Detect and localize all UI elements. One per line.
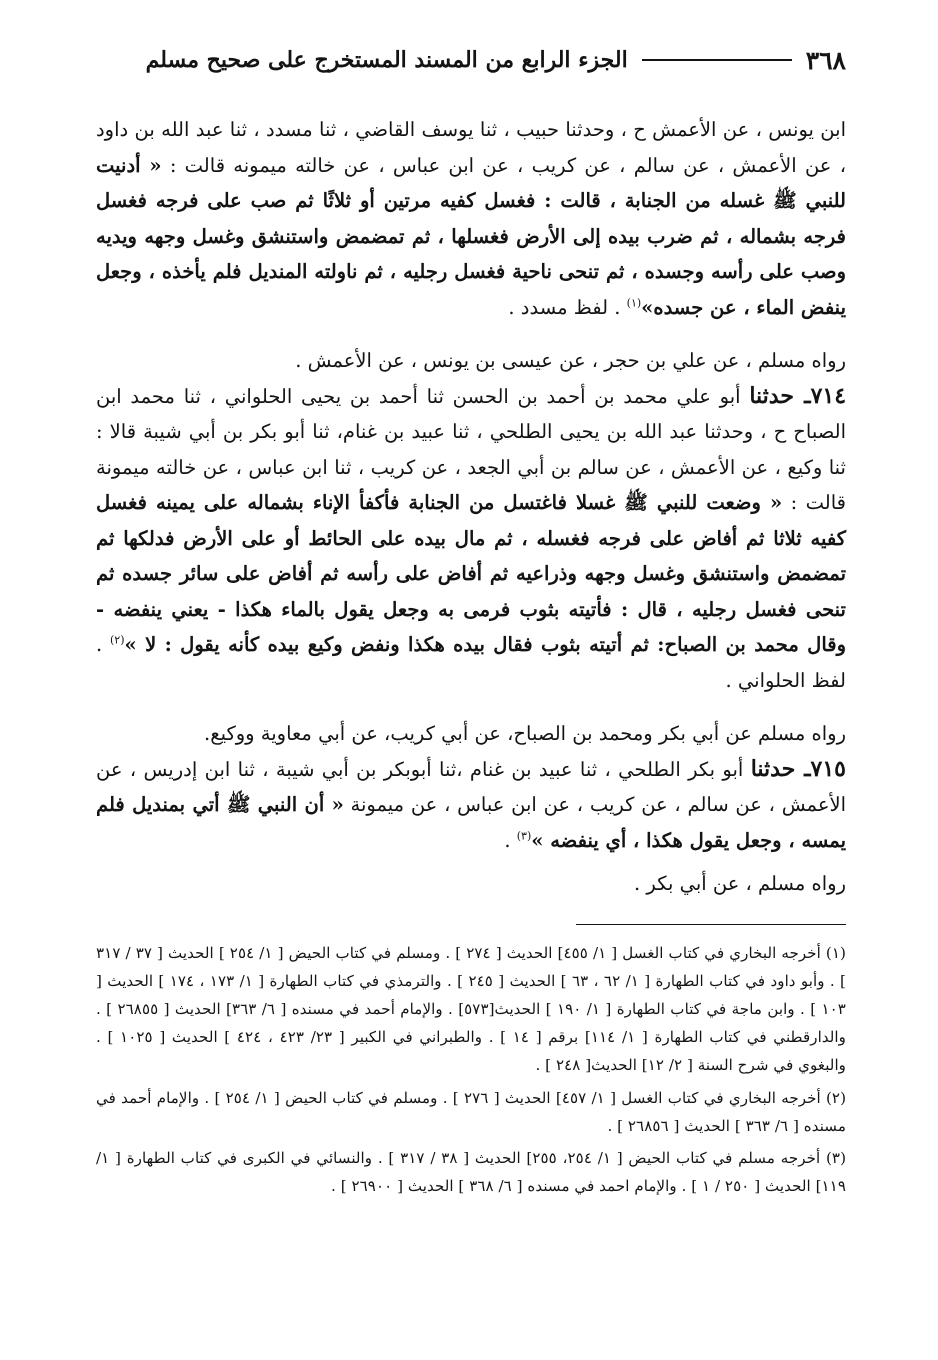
paragraph-chain-1 [96,112,846,325]
source-note-3: رواه مسلم ، عن أبي بكر . [634,872,846,895]
footnote-ref-2: (٢) [110,633,125,647]
source-note-1: رواه مسلم ، عن علي بن حجر ، عن عيسى بن يونس ، عن الأعمش . [295,349,846,372]
hadith-715 [96,752,846,859]
hadith-number-label: ٧١٥ـ حدثنا [750,755,846,782]
page-header [96,38,846,82]
page-number: ٣٦٨ [805,45,846,75]
narration-chain: أبو بكر الطلحي ، ثنا عبيد بن غنام ،ثنا أبوبكر بن أبي شيبة ، ثنا ابن إدريس ، عن الأعمش ، عن سالم ، عن كريب ، عن ابن عباس ، عن ميمونة [96,757,847,816]
hadith-text: « وضعت للنبي ﷺ غسلا فاغتسل من الجنابة فأكفأ الإناء بشماله على يمينه فغسل كفيه ثلاثا ثم أفاض على فرجه فغسله ، ثم مال بيده على الحائط أو على الأرض فدلكها ثم تمضمض واستنشق وغسل وجهه وذراعيه ثم أفاض على رأسه ثم أفاض على سائر جسده ثم تنحى فغسل رجليه ، قال : فأتيته بثوب فرمى به وجعل يقول بالماء هكذا - يعني ينفضه - وقال محمد بن الصباح: ثم أتيته بثوب فقال بيده هكذا ونفض وكيع بيده كأنه يقول : لا » [96,491,846,656]
hadith-text: « أن النبي ﷺ أتي بمنديل فلم يمسه ، وجعل يقول هكذا ، أي ينفضه » [96,793,846,852]
footnote-3: (٣) أخرجه مسلم في كتاب الحيض [ ١/ ٢٥٤، ٢٥٥] الحديث [ ٣٨ / ٣١٧ ] . والنسائي في الكبرى في كتاب الطهارة [ ١/ ١١٩] الحديث [ ٢٥٠ / ١ ] . والإمام احمد في مسنده [ ٦/ ٣٦٨ ] الحديث [ ٢٦٩٠٠ ] . [96,1148,846,1196]
narration-chain: أبو علي محمد بن أحمد بن الحسن ثنا أحمد بن يحيى الحلواني ، ثنا محمد ابن الصباح ح ، وحدثنا عبد الله بن يحيى الطلحي ، ثنا عبيد بن غنام، ثنا أبو بكر بن أبي شيبة قالا : ثنا وكيع ، عن الأعمش ، عن سالم بن أبي الجعد ، عن كريب ، ثنا ابن عباس ، عن خالته ميمونة قالت : [96,384,846,514]
footnote-ref-1: (١) [626,296,642,309]
footnote-1: (١) أخرجه البخاري في كتاب الغسل [ ١/ ٤٥٥] الحديث [ ٢٧٤ ] . ومسلم في كتاب الحيض [ ١/ ٢٥٤ ] الحديث [ ٣٧ / ٣١٧ ] . وأبو داود في كتاب الطهارة [ ١/ ٦٢ ، ٦٣ ] الحديث [ ٢٤٥ ] . والترمذي في كتاب الطهارة [ ١/ ١٧٣ ، ١٧٤ ] الحديث [ ١٠٣ ] . وابن ماجة في كتاب الطهارة [ ١/ ١٩٠ ] الحديث[٥٧٣] . والإمام أحمد في مسنده [ ٦/ ٣٦٣] الحديث [ ٢٦٨٥٥ ] . والدارقطني في كتاب الطهارة [ ١/ ١١٤] برقم [ ١٤ ] . والطبراني في الكبير [ ٢٣/ ٤٢٣ ، ٤٢٤ ] الحديث [ ١٠٢٥ ] . والبغوي في شرح السنة [ ٢/ ١٢] الحديث[ ٢٤٨ ] . [96,943,846,1075]
footnote-separator [576,924,846,925]
hadith-714 [96,379,846,699]
source-note-2: رواه مسلم عن أبي بكر ومحمد بن الصباح، عن أبي كريب، عن أبي معاوية ووكيع. [204,722,846,745]
narration-chain: ابن يونس ، عن الأعمش ح ، وحدثنا حبيب ، ثنا يوسف القاضي ، ثنا مسدد ، ثنا عبد الله بن داود ، عن الأعمش ، عن سالم ، عن كريب ، عن ابن عباس ، عن خالته ميمونه قالت : [96,118,846,177]
header-rule [642,59,792,61]
running-title: الجزء الرابع من المسند المستخرج على صحيح مسلم [145,47,628,73]
hadith-number-label: ٧١٤ـ حدثنا [749,382,847,409]
footnotes [96,939,846,1201]
hadith-text: « أدنيت للنبي ﷺ غسله من الجنابة ، قالت : فغسل كفيه مرتين أو ثلاثًا ثم صب على فرجه فغسل فرجه بشماله ، ثم ضرب بيده إلى الأرض فغسلها ، ثم تمضمض واستنشق وغسل وجهه ويديه وصب على رأسه وجسده ، ثم تنحى ناحية فغسل رجليه ، ثم ناولته المنديل فلم يأخذه ، وجعل ينفض الماء ، عن جسده» [96,153,846,319]
footnote-ref-3: (٣) [516,829,532,842]
wording-note: . لفظ الحلواني . [96,633,846,692]
footnote-2: (٢) أخرجه البخاري في كتاب الغسل [ ١/ ٤٥٧] الحديث [ ٢٧٦ ] . ومسلم في كتاب الحيض [ ١/ ٢٥٤ ] . والإمام أحمد في مسنده [ ٦/ ٣٦٣ ] الحديث [ ٢٦٨٥٦ ] . [96,1088,846,1135]
wording-note: . [504,828,517,852]
wording-note: . لفظ مسدد . [508,295,627,319]
